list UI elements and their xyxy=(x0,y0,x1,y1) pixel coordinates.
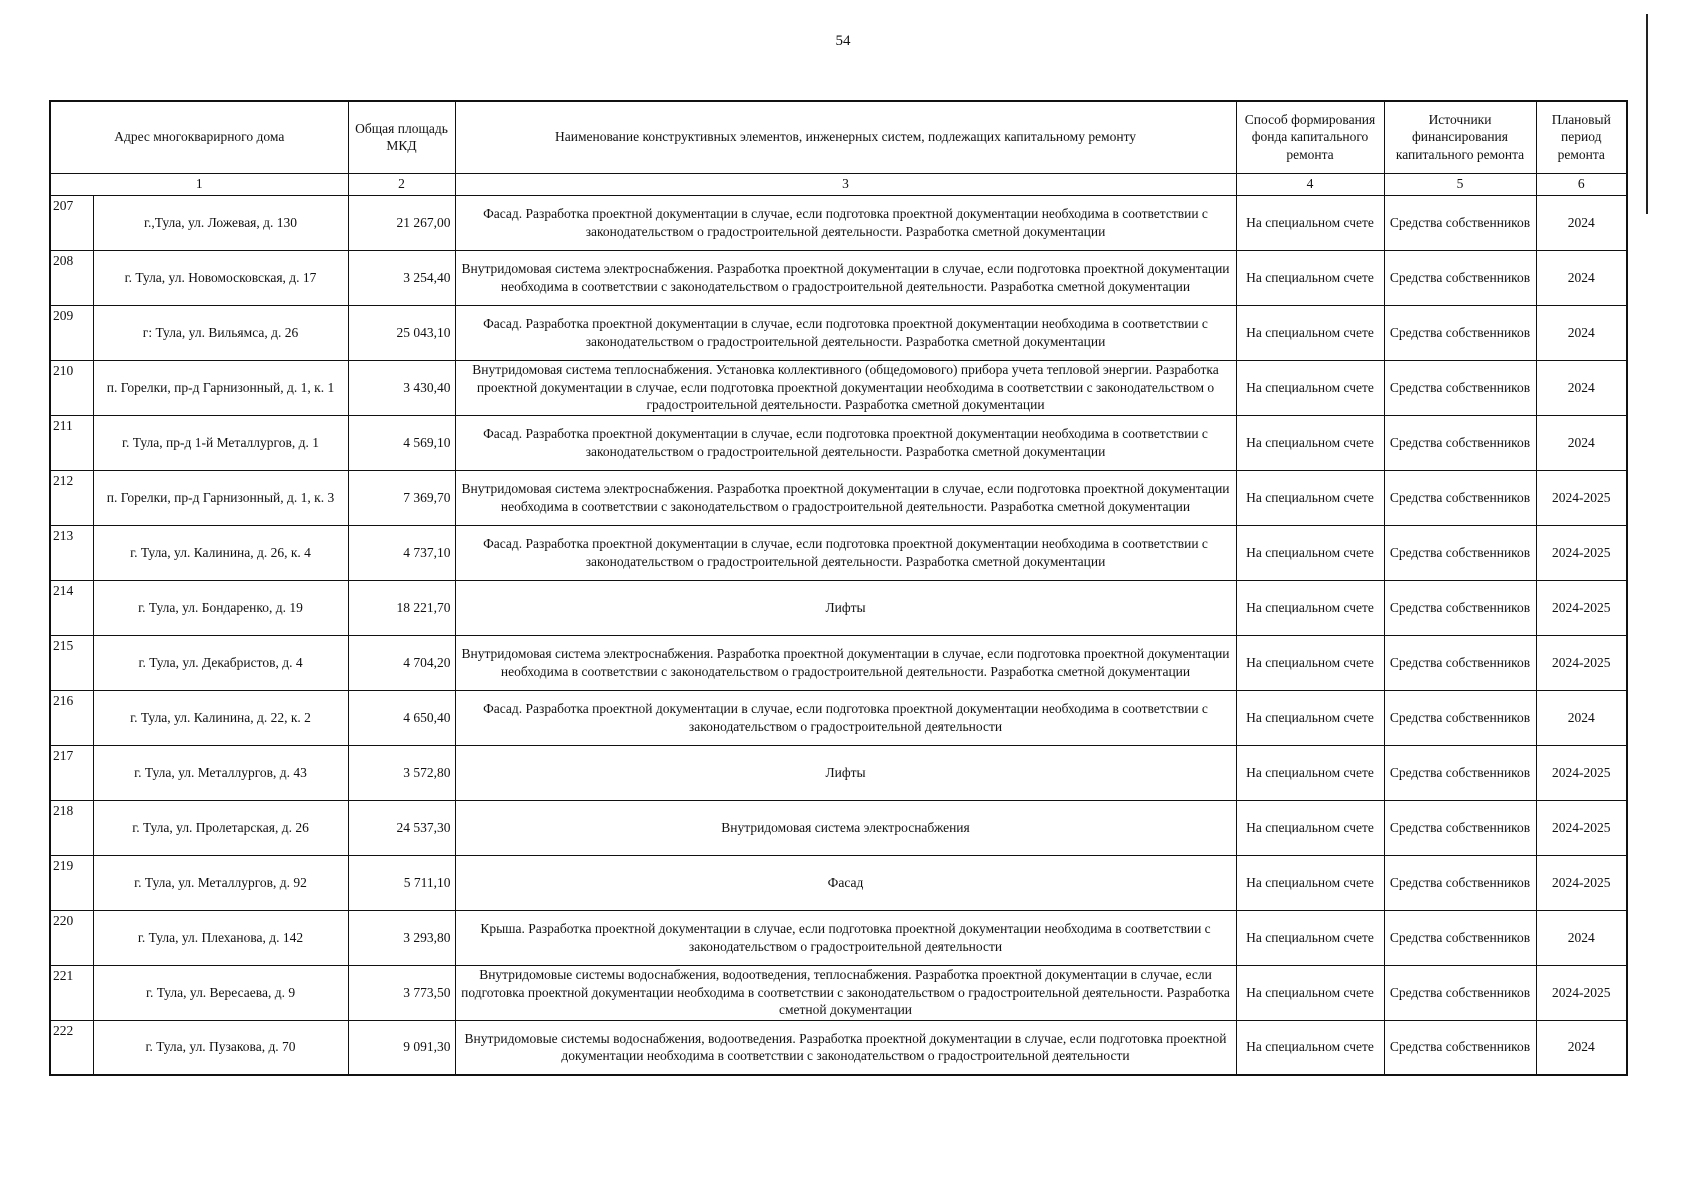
row-number: 220 xyxy=(50,910,93,965)
address-cell: г. Тула, ул. Пузакова, д. 70 xyxy=(93,1020,348,1075)
table-row xyxy=(50,415,1627,470)
method-cell: На специальном счете xyxy=(1236,855,1384,910)
elements-cell: Внутридомовые системы водоснабжения, водоотведения. Разработка проектной документации в случае, если подготовка проектной документации необходима в соответствии с законодательством о градостроительной деятельности xyxy=(455,1020,1236,1075)
elements-cell: Внутридомовая система электроснабжения xyxy=(455,800,1236,855)
source-cell: Средства собственников xyxy=(1384,800,1536,855)
source-cell: Средства собственников xyxy=(1384,415,1536,470)
period-cell: 2024-2025 xyxy=(1536,470,1627,525)
elements-cell: Крыша. Разработка проектной документации в случае, если подготовка проектной документации необходима в соответствии с законодательством о градостроительной деятельности xyxy=(455,910,1236,965)
address-cell: г. Тула, ул. Бондаренко, д. 19 xyxy=(93,580,348,635)
method-cell: На специальном счете xyxy=(1236,195,1384,250)
method-cell: На специальном счете xyxy=(1236,745,1384,800)
elements-cell: Фасад. Разработка проектной документации в случае, если подготовка проектной документации необходима в соответствии с законодательством о градостроительной деятельности. Разработка сметной документации xyxy=(455,195,1236,250)
row-number: 211 xyxy=(50,415,93,470)
address-cell: г. Тула, ул. Калинина, д. 26, к. 4 xyxy=(93,525,348,580)
address-cell: г. Тула, ул. Новомосковская, д. 17 xyxy=(93,250,348,305)
table-body xyxy=(50,195,1627,1075)
repair-plan-table xyxy=(49,100,1628,1076)
elements-cell: Внутридомовая система теплоснабжения. Установка коллективного (общедомового) прибора учета тепловой энергии. Разработка проектной документации в случае, если подготовка проектной документации необходима в соответствии с законодательством о градостроительной деятельности. Разработка сметной документации xyxy=(455,360,1236,415)
period-cell: 2024-2025 xyxy=(1536,580,1627,635)
table-row xyxy=(50,635,1627,690)
row-number: 215 xyxy=(50,635,93,690)
method-cell: На специальном счете xyxy=(1236,250,1384,305)
elements-cell: Лифты xyxy=(455,580,1236,635)
source-cell: Средства собственников xyxy=(1384,525,1536,580)
elements-cell: Внутридомовая система электроснабжения. Разработка проектной документации в случае, если подготовка проектной документации необходима в соответствии с законодательством о градостроительной деятельности. Разработка сметной документации xyxy=(455,470,1236,525)
period-cell: 2024-2025 xyxy=(1536,855,1627,910)
area-cell: 3 773,50 xyxy=(348,965,455,1020)
page-number: 54 xyxy=(835,33,851,49)
method-cell: На специальном счете xyxy=(1236,525,1384,580)
table-header xyxy=(50,101,1627,195)
source-cell: Средства собственников xyxy=(1384,855,1536,910)
row-number: 207 xyxy=(50,195,93,250)
source-cell: Средства собственников xyxy=(1384,690,1536,745)
table-row xyxy=(50,910,1627,965)
column-number: 3 xyxy=(455,173,1236,195)
table-row xyxy=(50,745,1627,800)
table-row xyxy=(50,250,1627,305)
period-cell: 2024 xyxy=(1536,195,1627,250)
table-row xyxy=(50,800,1627,855)
row-number: 214 xyxy=(50,580,93,635)
row-number: 210 xyxy=(50,360,93,415)
address-cell: г. Тула, ул. Калинина, д. 22, к. 2 xyxy=(93,690,348,745)
table-row xyxy=(50,580,1627,635)
header-area: Общая площадь МКД xyxy=(348,101,455,173)
source-cell: Средства собственников xyxy=(1384,910,1536,965)
address-cell: п. Горелки, пр-д Гарнизонный, д. 1, к. 1 xyxy=(93,360,348,415)
method-cell: На специальном счете xyxy=(1236,1020,1384,1075)
area-cell: 4 704,20 xyxy=(348,635,455,690)
area-cell: 7 369,70 xyxy=(348,470,455,525)
elements-cell: Внутридомовые системы водоснабжения, водоотведения, теплоснабжения. Разработка проектной документации в случае, если подготовка проектной документации необходима в соответствии с законодательством о градостроительной деятельности. Разработка сметной документации xyxy=(455,965,1236,1020)
row-number: 216 xyxy=(50,690,93,745)
area-cell: 9 091,30 xyxy=(348,1020,455,1075)
area-cell: 18 221,70 xyxy=(348,580,455,635)
method-cell: На специальном счете xyxy=(1236,360,1384,415)
period-cell: 2024 xyxy=(1536,690,1627,745)
method-cell: На специальном счете xyxy=(1236,910,1384,965)
column-number: 2 xyxy=(348,173,455,195)
column-number: 5 xyxy=(1384,173,1536,195)
address-cell: г.,Тула, ул. Ложевая, д. 130 xyxy=(93,195,348,250)
address-cell: п. Горелки, пр-д Гарнизонный, д. 1, к. 3 xyxy=(93,470,348,525)
elements-cell: Лифты xyxy=(455,745,1236,800)
row-number: 219 xyxy=(50,855,93,910)
row-number: 208 xyxy=(50,250,93,305)
table-row xyxy=(50,525,1627,580)
area-cell: 3 293,80 xyxy=(348,910,455,965)
area-cell: 3 254,40 xyxy=(348,250,455,305)
method-cell: На специальном счете xyxy=(1236,305,1384,360)
row-number: 222 xyxy=(50,1020,93,1075)
period-cell: 2024 xyxy=(1536,1020,1627,1075)
elements-cell: Фасад. Разработка проектной документации в случае, если подготовка проектной документации необходима в соответствии с законодательством о градостроительной деятельности. Разработка сметной документации xyxy=(455,415,1236,470)
address-cell: г. Тула, ул. Пролетарская, д. 26 xyxy=(93,800,348,855)
method-cell: На специальном счете xyxy=(1236,415,1384,470)
table-row xyxy=(50,195,1627,250)
row-number: 209 xyxy=(50,305,93,360)
area-cell: 4 569,10 xyxy=(348,415,455,470)
period-cell: 2024 xyxy=(1536,415,1627,470)
header-address: Адрес многокварирного дома xyxy=(50,101,348,173)
method-cell: На специальном счете xyxy=(1236,635,1384,690)
period-cell: 2024-2025 xyxy=(1536,965,1627,1020)
row-number: 213 xyxy=(50,525,93,580)
row-number: 212 xyxy=(50,470,93,525)
row-number: 218 xyxy=(50,800,93,855)
table-row xyxy=(50,690,1627,745)
address-cell: г: Тула, ул. Вильямса, д. 26 xyxy=(93,305,348,360)
source-cell: Средства собственников xyxy=(1384,195,1536,250)
table-row xyxy=(50,305,1627,360)
column-number: 4 xyxy=(1236,173,1384,195)
margin-binding-line xyxy=(1646,14,1651,214)
elements-cell: Внутридомовая система электроснабжения. Разработка проектной документации в случае, если подготовка проектной документации необходима в соответствии с законодательством о градостроительной деятельности. Разработка сметной документации xyxy=(455,250,1236,305)
area-cell: 4 650,40 xyxy=(348,690,455,745)
source-cell: Средства собственников xyxy=(1384,580,1536,635)
area-cell: 3 430,40 xyxy=(348,360,455,415)
table-row xyxy=(50,965,1627,1020)
source-cell: Средства собственников xyxy=(1384,250,1536,305)
address-cell: г. Тула, ул. Вересаева, д. 9 xyxy=(93,965,348,1020)
period-cell: 2024-2025 xyxy=(1536,635,1627,690)
table-row xyxy=(50,855,1627,910)
area-cell: 4 737,10 xyxy=(348,525,455,580)
row-number: 221 xyxy=(50,965,93,1020)
header-period: Плановый период ремонта xyxy=(1536,101,1627,173)
source-cell: Средства собственников xyxy=(1384,305,1536,360)
header-elements: Наименование конструктивных элементов, инженерных систем, подлежащих капитальному ремонту xyxy=(455,101,1236,173)
method-cell: На специальном счете xyxy=(1236,690,1384,745)
method-cell: На специальном счете xyxy=(1236,470,1384,525)
period-cell: 2024 xyxy=(1536,305,1627,360)
area-cell: 3 572,80 xyxy=(348,745,455,800)
header-sources: Источники финансирования капитального ремонта xyxy=(1384,101,1536,173)
period-cell: 2024 xyxy=(1536,250,1627,305)
source-cell: Средства собственников xyxy=(1384,745,1536,800)
address-cell: г. Тула, ул. Декабристов, д. 4 xyxy=(93,635,348,690)
area-cell: 24 537,30 xyxy=(348,800,455,855)
address-cell: г. Тула, ул. Плеханова, д. 142 xyxy=(93,910,348,965)
elements-cell: Фасад xyxy=(455,855,1236,910)
area-cell: 25 043,10 xyxy=(348,305,455,360)
area-cell: 5 711,10 xyxy=(348,855,455,910)
source-cell: Средства собственников xyxy=(1384,1020,1536,1075)
address-cell: г. Тула, ул. Металлургов, д. 43 xyxy=(93,745,348,800)
row-number: 217 xyxy=(50,745,93,800)
column-number: 1 xyxy=(50,173,348,195)
header-method: Способ формирования фонда капитального ремонта xyxy=(1236,101,1384,173)
area-cell: 21 267,00 xyxy=(348,195,455,250)
repair-plan-table-container xyxy=(49,100,1626,1076)
period-cell: 2024-2025 xyxy=(1536,745,1627,800)
elements-cell: Фасад. Разработка проектной документации в случае, если подготовка проектной документации необходима в соответствии с законодательством о градостроительной деятельности. Разработка сметной документации xyxy=(455,525,1236,580)
method-cell: На специальном счете xyxy=(1236,580,1384,635)
source-cell: Средства собственников xyxy=(1384,635,1536,690)
source-cell: Средства собственников xyxy=(1384,360,1536,415)
period-cell: 2024 xyxy=(1536,360,1627,415)
method-cell: На специальном счете xyxy=(1236,965,1384,1020)
column-number: 6 xyxy=(1536,173,1627,195)
table-row xyxy=(50,470,1627,525)
elements-cell: Внутридомовая система электроснабжения. Разработка проектной документации в случае, если подготовка проектной документации необходима в соответствии с законодательством о градостроительной деятельности. Разработка сметной документации xyxy=(455,635,1236,690)
table-row xyxy=(50,1020,1627,1075)
source-cell: Средства собственников xyxy=(1384,965,1536,1020)
source-cell: Средства собственников xyxy=(1384,470,1536,525)
address-cell: г. Тула, пр-д 1-й Металлургов, д. 1 xyxy=(93,415,348,470)
elements-cell: Фасад. Разработка проектной документации в случае, если подготовка проектной документации необходима в соответствии с законодательством о градостроительной деятельности. Разработка сметной документации xyxy=(455,305,1236,360)
method-cell: На специальном счете xyxy=(1236,800,1384,855)
period-cell: 2024 xyxy=(1536,910,1627,965)
address-cell: г. Тула, ул. Металлургов, д. 92 xyxy=(93,855,348,910)
period-cell: 2024-2025 xyxy=(1536,525,1627,580)
elements-cell: Фасад. Разработка проектной документации в случае, если подготовка проектной документации необходима в соответствии с законодательством о градостроительной деятельности xyxy=(455,690,1236,745)
table-row xyxy=(50,360,1627,415)
period-cell: 2024-2025 xyxy=(1536,800,1627,855)
